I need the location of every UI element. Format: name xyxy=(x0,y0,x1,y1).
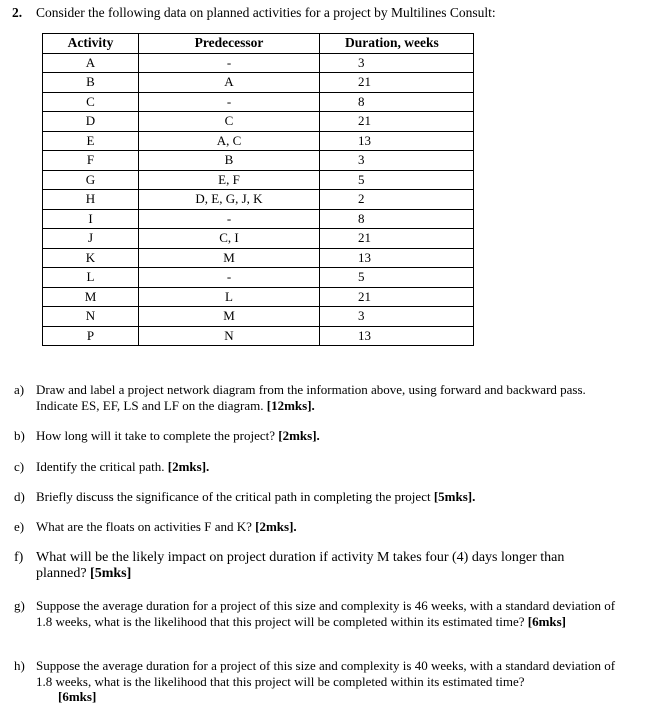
part-text: Suppose the average duration for a project of this size and complexity is 46 weeks, with a standard deviation of 1.8 weeks, what is the likelihood that this project will be completed within its estimated time? xyxy=(36,598,616,629)
duration-cell: 3 xyxy=(320,307,474,327)
part-f xyxy=(14,550,596,582)
duration-cell: 13 xyxy=(320,326,474,346)
duration-cell: 13 xyxy=(320,248,474,268)
part-text: Briefly discuss the significance of the critical path in completing the project xyxy=(36,489,431,504)
part-text: Suppose the average duration for a project of this size and complexity is 40 weeks, with a standard deviation of 1.8 weeks, what is the likelihood that this project will be completed within its estimated time? xyxy=(36,658,616,689)
question-heading xyxy=(12,5,496,21)
predecessor-cell: M xyxy=(139,307,320,327)
part-marks: [2mks]. xyxy=(255,519,297,534)
part-marks: [2mks]. xyxy=(167,459,210,474)
activity-cell: E xyxy=(43,131,139,151)
predecessor-cell: - xyxy=(139,92,320,112)
part-c xyxy=(14,459,626,475)
predecessor-cell: B xyxy=(139,151,320,171)
predecessor-cell: L xyxy=(139,287,320,307)
activity-cell: I xyxy=(43,209,139,229)
predecessor-cell: D, E, G, J, K xyxy=(139,190,320,210)
table-row xyxy=(43,92,474,112)
table-row xyxy=(43,268,474,288)
duration-cell: 5 xyxy=(320,268,474,288)
duration-cell: 3 xyxy=(320,53,474,73)
predecessor-cell: E, F xyxy=(139,170,320,190)
duration-cell: 8 xyxy=(320,209,474,229)
activity-cell: H xyxy=(43,190,139,210)
duration-cell: 21 xyxy=(320,229,474,249)
table-row xyxy=(43,248,474,268)
activity-cell: B xyxy=(43,73,139,93)
table-header-row xyxy=(43,34,474,54)
part-marks: [2mks]. xyxy=(278,428,320,443)
part-text: How long will it take to complete the project? xyxy=(36,428,275,443)
part-d xyxy=(14,489,626,505)
table-row xyxy=(43,170,474,190)
part-label: g) xyxy=(14,598,25,613)
activity-cell: D xyxy=(43,112,139,132)
activity-cell: L xyxy=(43,268,139,288)
activity-cell: N xyxy=(43,307,139,327)
activity-table xyxy=(42,33,474,346)
predecessor-cell: M xyxy=(139,248,320,268)
activity-cell: C xyxy=(43,92,139,112)
activity-cell: A xyxy=(43,53,139,73)
duration-cell: 21 xyxy=(320,112,474,132)
header-predecessor: Predecessor xyxy=(139,34,320,54)
table-row xyxy=(43,209,474,229)
predecessor-cell: C xyxy=(139,112,320,132)
table-row xyxy=(43,287,474,307)
duration-cell: 3 xyxy=(320,151,474,171)
part-a xyxy=(14,382,626,413)
part-h xyxy=(14,658,626,705)
table-row xyxy=(43,112,474,132)
duration-cell: 13 xyxy=(320,131,474,151)
header-activity: Activity xyxy=(43,34,139,54)
part-label: h) xyxy=(14,658,25,673)
predecessor-cell: - xyxy=(139,53,320,73)
part-label: b) xyxy=(14,428,25,443)
part-e xyxy=(14,519,626,535)
part-marks: [6mks] xyxy=(58,689,97,704)
part-text: What are the floats on activities F and K? xyxy=(36,519,252,534)
predecessor-cell: C, I xyxy=(139,229,320,249)
duration-cell: 8 xyxy=(320,92,474,112)
part-label: d) xyxy=(14,489,25,504)
duration-cell: 5 xyxy=(320,170,474,190)
table-row xyxy=(43,131,474,151)
predecessor-cell: A, C xyxy=(139,131,320,151)
question-number: 2. xyxy=(12,5,23,20)
table-row xyxy=(43,53,474,73)
table-row xyxy=(43,190,474,210)
part-label: e) xyxy=(14,519,25,534)
question-text: Consider the following data on planned activities for a project by Multilines Consult: xyxy=(36,5,496,20)
part-marks: [6mks] xyxy=(527,613,567,629)
duration-cell: 2 xyxy=(320,190,474,210)
part-g xyxy=(14,598,626,629)
part-label: c) xyxy=(14,459,25,474)
duration-cell: 21 xyxy=(320,73,474,93)
activity-cell: J xyxy=(43,229,139,249)
activity-cell: K xyxy=(43,248,139,268)
activity-cell: M xyxy=(43,287,139,307)
header-duration: Duration, weeks xyxy=(320,34,474,54)
part-text: Identify the critical path. xyxy=(36,459,165,474)
activity-cell: P xyxy=(43,326,139,346)
part-label: a) xyxy=(14,382,25,397)
part-text: What will be the likely impact on project duration if activity M takes four (4) days longer than planned? xyxy=(36,550,565,581)
part-marks: [12mks]. xyxy=(266,397,315,413)
part-b xyxy=(14,428,626,444)
part-marks: [5mks]. xyxy=(433,489,476,504)
table-row xyxy=(43,229,474,249)
table-row xyxy=(43,326,474,346)
predecessor-cell: A xyxy=(139,73,320,93)
duration-cell: 21 xyxy=(320,287,474,307)
activity-cell: G xyxy=(43,170,139,190)
predecessor-cell: - xyxy=(139,268,320,288)
table-row xyxy=(43,151,474,171)
part-label: f) xyxy=(14,550,24,565)
predecessor-cell: N xyxy=(139,326,320,346)
predecessor-cell: - xyxy=(139,209,320,229)
part-marks: [5mks] xyxy=(90,566,132,581)
activity-cell: F xyxy=(43,151,139,171)
table-row xyxy=(43,307,474,327)
part-text: Draw and label a project network diagram from the information above, using forward and backward pass. Indicate ES, EF, LS and LF on the diagram. xyxy=(36,382,586,413)
table-row xyxy=(43,73,474,93)
